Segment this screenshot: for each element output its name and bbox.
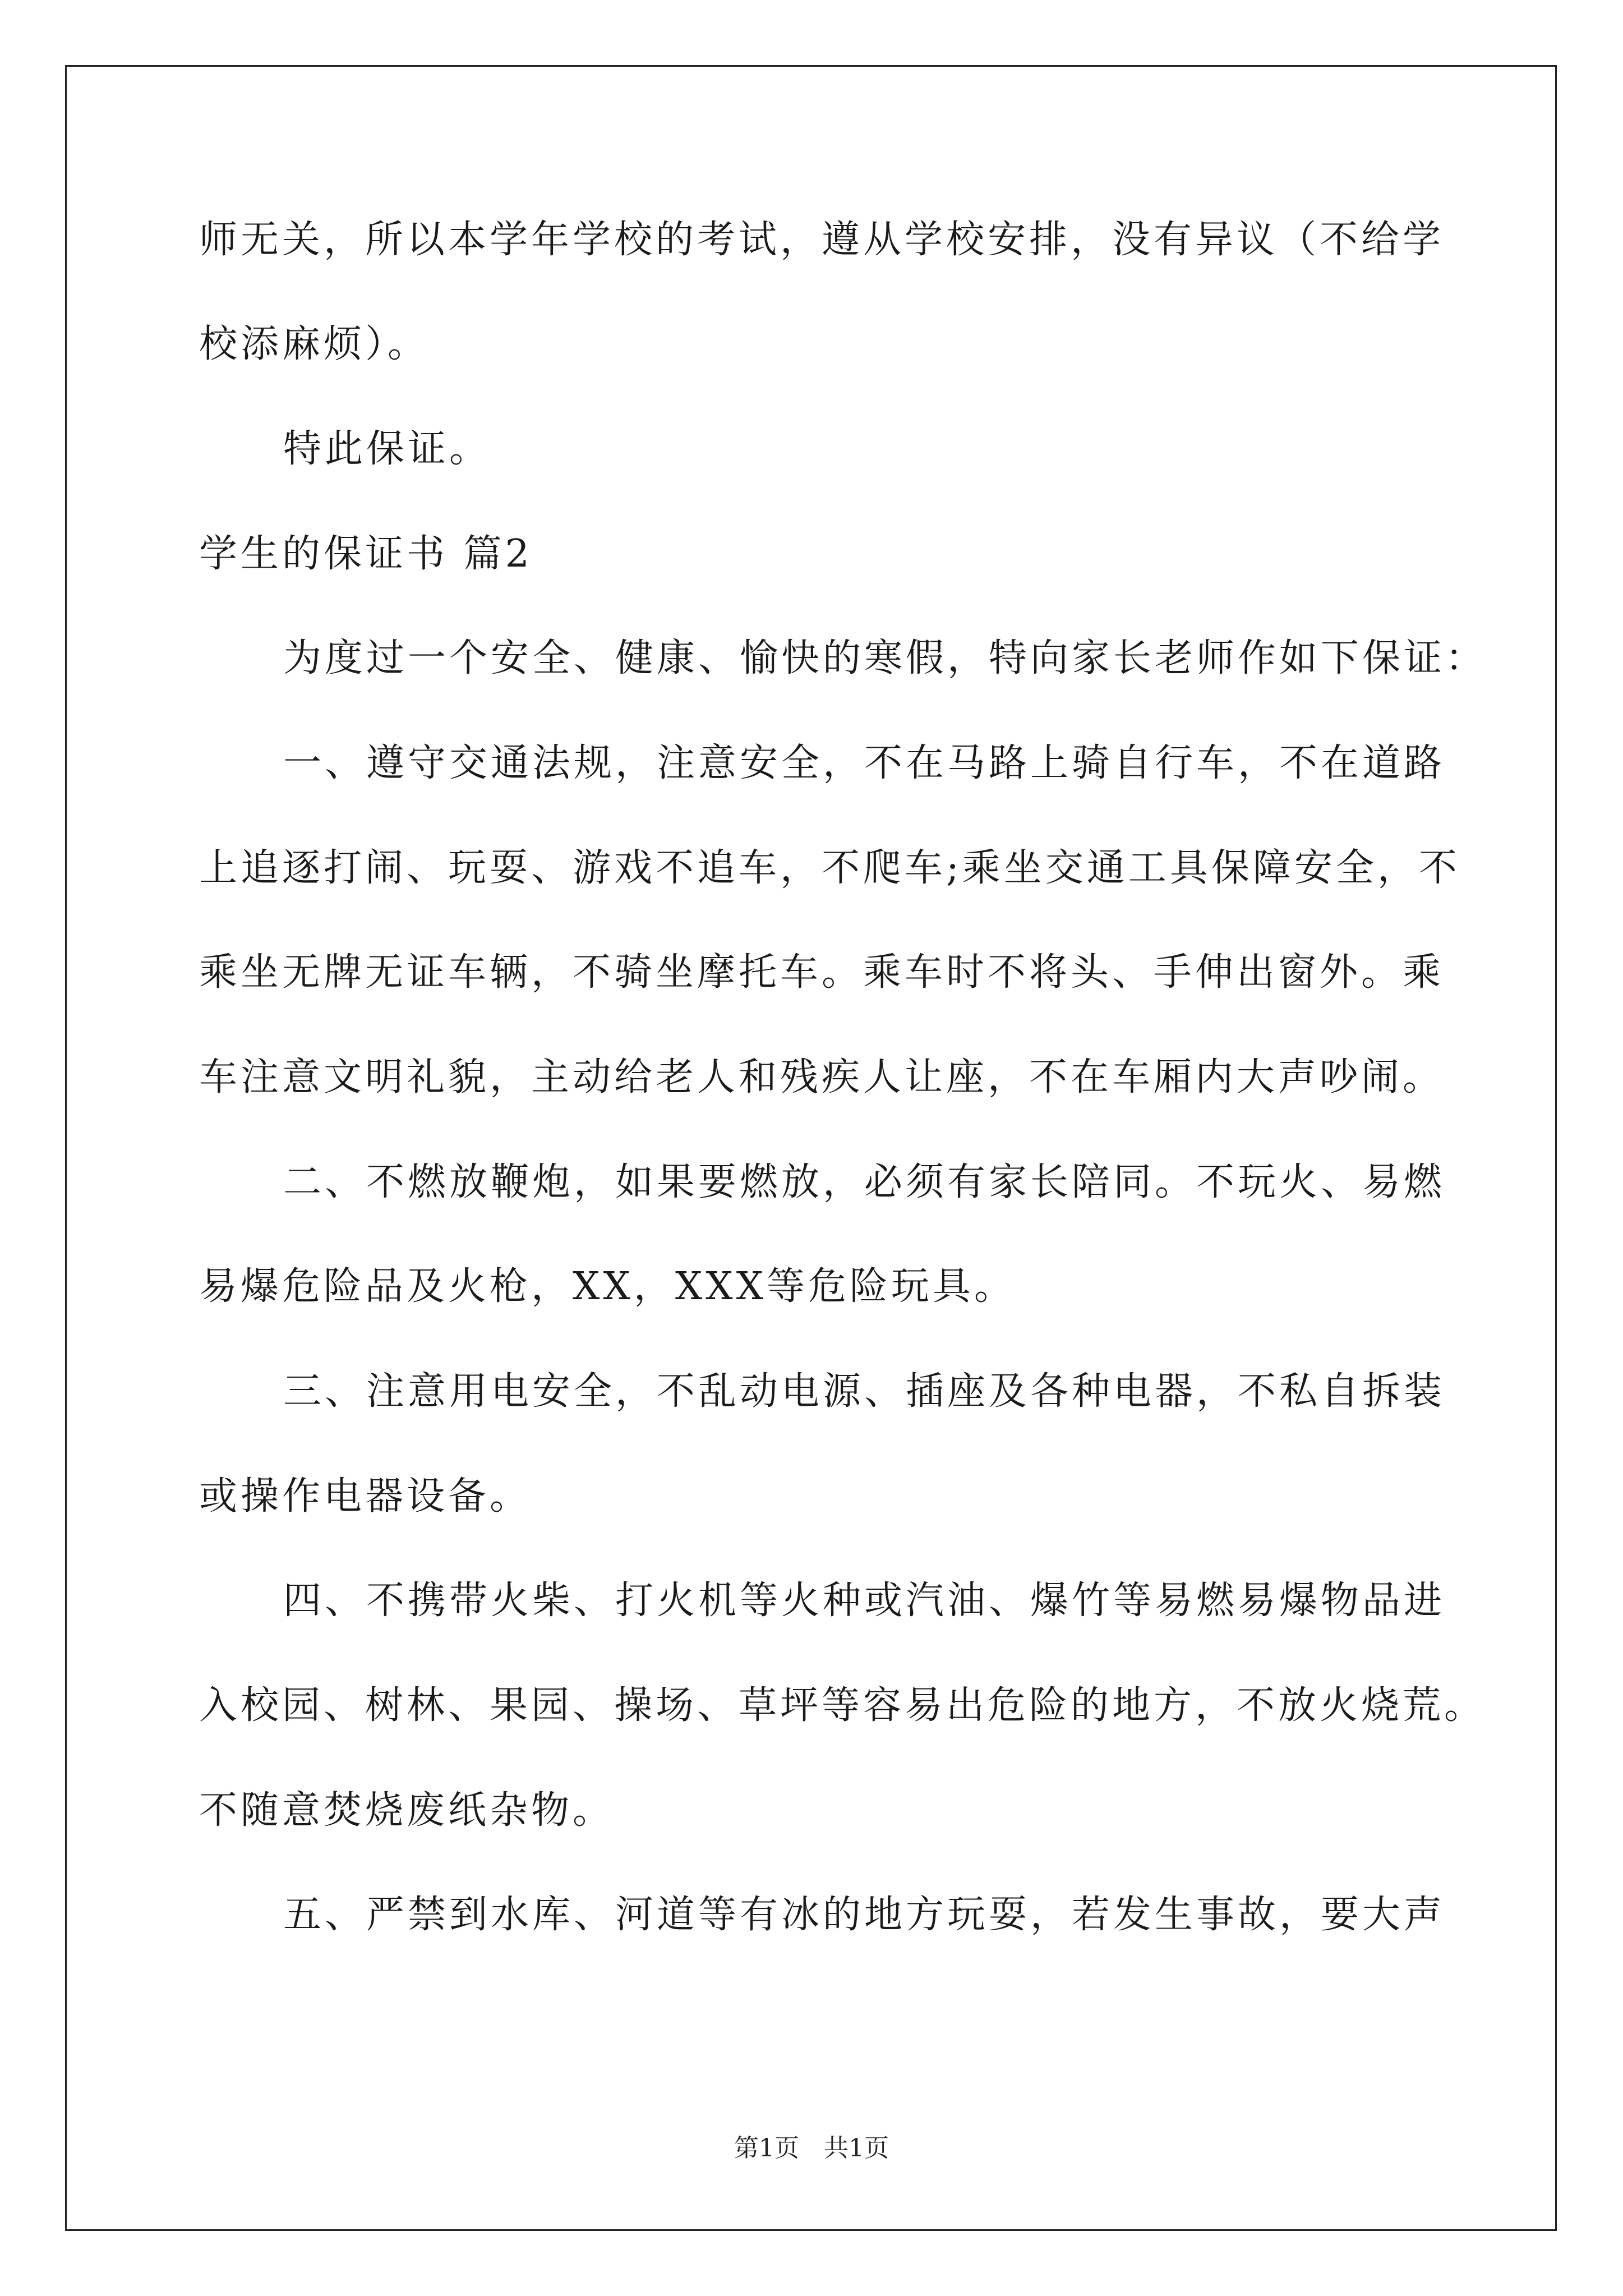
- text-line: 特此保证。: [283, 427, 491, 471]
- text-line: 三、注意用电安全，不乱动电源、插座及各种电器，不私自拆装: [283, 1369, 1446, 1414]
- text-line: 易爆危险品及火枪，XX，XXX等危险玩具。: [199, 1264, 1016, 1309]
- text-line: 一、遵守交通法规，注意安全，不在马路上骑自行车，不在道路: [283, 741, 1446, 785]
- section-heading: 学生的保证书 篇2: [199, 532, 533, 576]
- text-line: 入校园、树林、果园、操场、草坪等容易出危险的地方，不放火烧荒。: [199, 1683, 1486, 1728]
- text-line: 车注意文明礼貌，主动给老人和残疾人让座，不在车厢内大声吵闹。: [199, 1055, 1445, 1099]
- text-line: 不随意焚烧废纸杂物。: [199, 1788, 615, 1833]
- text-line: 或操作电器设备。: [199, 1474, 532, 1519]
- page-footer: 第1页 共1页: [734, 2134, 889, 2162]
- text-line: 师无关，所以本学年学校的考试，遵从学校安排，没有异议（不给学: [199, 218, 1445, 262]
- text-line: 二、不燃放鞭炮，如果要燃放，必须有家长陪同。不玩火、易燃: [283, 1160, 1446, 1204]
- text-line: 四、不携带火柴、打火机等火种或汽油、爆竹等易燃易爆物品进: [283, 1579, 1446, 1623]
- text-line: 五、严禁到水库、河道等有冰的地方玩耍，若发生事故，要大声: [283, 1893, 1446, 1937]
- text-line: 乘坐无牌无证车辆，不骑坐摩托车。乘车时不将头、手伸出窗外。乘: [199, 950, 1445, 995]
- text-line: 校添麻烦）。: [199, 322, 430, 366]
- text-line: 上追逐打闹、玩耍、游戏不追车，不爬车;乘坐交通工具保障安全，不: [199, 846, 1460, 890]
- text-line: 为度过一个安全、健康、愉快的寒假，特向家长老师作如下保证：: [283, 636, 1487, 680]
